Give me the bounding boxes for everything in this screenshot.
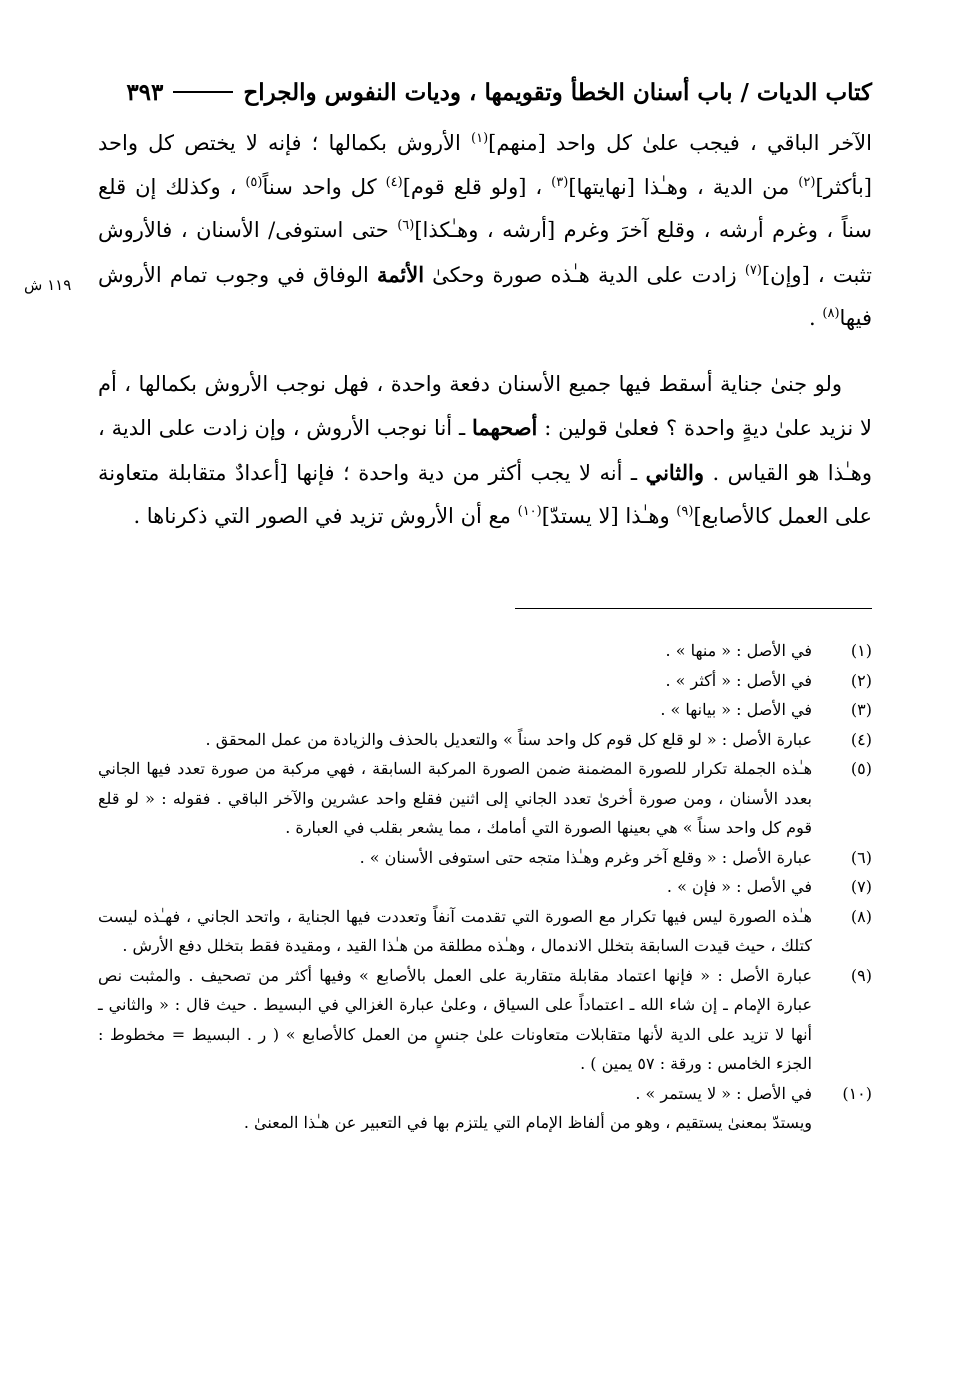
footnote-text: عبارة الأصل : « لو قلع كل قوم كل واحد سناً » والتعديل بالحذف والزيادة من عمل المحقق .: [205, 729, 812, 749]
footnote: [98, 843, 872, 873]
footnote: [98, 754, 872, 843]
footnotes: [98, 636, 872, 1138]
footnote: [98, 725, 872, 755]
footnote-text: في الأصل : « فإن » .: [666, 877, 812, 896]
bold-term: والثاني: [645, 459, 705, 485]
footnote-ref: (٨): [822, 306, 840, 321]
footnote-ref: (٣): [551, 174, 569, 190]
footnote: [98, 902, 872, 961]
main-text: [98, 122, 872, 539]
bold-term: الأئمة: [376, 261, 425, 287]
footnote-text: هـٰذه الصورة ليس فيها تكرار مع الصورة التي تقدمت آنفاً وتعددت فيها الجناية ، واتحد الجاني ، فهـٰذه ليست كتلك ، حيث قيدت السابقة بتخلل الاندمال ، وهـٰذه مطلقة من هـٰذا القيد ، ومقيدة فقط بتخلل دفع الأرش .: [98, 906, 812, 955]
footnote: [98, 666, 872, 696]
footnote-ref: (٥): [245, 174, 263, 190]
footnote-number: (٨): [850, 906, 872, 926]
paragraph-2: ولو جنىٰ جناية أسقط فيها جميع الأسنان دفعة واحدة ، فهل نوجب الأروش بكمالها ، أم لا نزيد علىٰ ديةٍ واحدة ؟ فعلىٰ قولين : أصحهما ـ أنا نوجب الأروش ، وإن زادت على الدية ، وهـٰذا هو القياس . والثاني ـ أنه لا يجب أكثر من دية واحدة ؛ فإنها [أعدادٌ متقابلة متعاونة على العمل كالأصابع]$^{(٩)}$ وهـٰذا [لا يستدّ]$^{(١٠)}$ مع أن الأروش تزيد في الصور التي ذكرناها .: [98, 371, 872, 528]
footnote-ref: (٢): [798, 174, 816, 190]
footnote-number: (٦): [850, 847, 872, 867]
bold-term: أصحهما: [471, 415, 538, 440]
footnote-text: عبارة الأصل : « فإنها اعتماد مقابلة متقاربة على العمل بالأصابع » وفيها أكثر من تصحيف . والمثبت نص عبارة الإمام ـ إن شاء الله ـ اعتماداً على السياق ، وعلىٰ عبارة الغزالي في البسيط . حيث قال : « والثاني ـ أنها لا تزيد على الدية لأنها متقابلات متعاونات علىٰ جنسٍ من العمل كالأصابع » ( ر . البسيط = مخطوط : الجزء الخامس : ورقة : ٥٧ يمين ) .: [98, 965, 813, 1073]
footnote-number: (٩): [850, 965, 872, 985]
footnote-divider: [515, 608, 872, 609]
footnote-ref: (١٠): [517, 504, 542, 519]
footnote-text: في الأصل : « أكثر » .: [665, 670, 812, 690]
footnote-ref: (٧): [744, 262, 762, 278]
footnote-text: في الأصل : « لا يستمر » .: [635, 1083, 812, 1103]
footnote-text: هـٰذه الجملة تكرار للصورة المضمنة ضمن الصورة المركبة السابقة ، فهي مركبة من صورة تعدد فيها الجاني بعدد الأسنان ، ومن صورة أخرىٰ تعدد الجاني إلى اثنين فقلع واحد عشرين والآخر الباقي . فقوله : « لو قلع قوم كل واحد سناً » هي بعينها الصورة التي أمامك ، مما يشعر بقلب في العبارة .: [98, 759, 812, 837]
footnote: [98, 695, 872, 725]
footnote: [98, 1079, 872, 1109]
footnote-number: (٧): [850, 877, 872, 896]
footnote-number: (٤): [850, 729, 872, 749]
footnote-text: في الأصل : « بيانها » .: [660, 700, 812, 719]
header-separator: [173, 91, 233, 93]
page-number: ٣٩٣: [126, 78, 164, 106]
footnote-continuation: ويستدّ بمعنىٰ يستقيم ، وهو من ألفاظ الإمام التي يلتزم بها في التعبير عن هـٰذا المعنىٰ .: [243, 1113, 812, 1132]
paragraph-1: الآخر الباقي ، فيجب علىٰ كل واحد [منهم]$^{(١)}$ الأروش بكمالها ؛ فإنه لا يختص كل واحد [بأكثر]$^{(٢)}$ من الدية ، وهـٰذا [نهايتها]$^{(٣)}$ ، [ولو قلع قوم]$^{(٤)}$ كل واحد سناً$^{(٥)}$ ، وكذلك إن قلع سناً ، وغرم أرشه ، وقلع آخرَ وغرم [أرشه ، وهـٰكذا]$^{(٦)}$ حتى استوفى/ الأسنان ، فالأروش تثبت ، [وإن]$^{(٧)}$ زادت على الدية هـٰذه صورة وحكىٰ الأئمة الوفاق في وجوب تمام الأروش فيها$^{(٨)}$ .: [98, 131, 872, 330]
footnote: [98, 872, 872, 902]
footnote-text: في الأصل : « منها » .: [665, 641, 812, 660]
running-header: [112, 68, 872, 116]
footnote-number: (٢): [850, 670, 872, 690]
footnote-number: (١٠): [842, 1083, 872, 1103]
footnote-number: (٣): [850, 700, 872, 719]
footnote-text: عبارة الأصل : « وقلع آخر وغرم وهـٰذا متجه حتى استوفى الأسنان » .: [359, 847, 812, 867]
footnote-ref: (٩): [676, 504, 694, 519]
footnote-number: (٥): [850, 759, 872, 778]
footnote-ref: (١): [471, 131, 489, 146]
footnote: [98, 961, 872, 1079]
footnote-number: (١): [850, 641, 872, 660]
footnote-ref: (٤): [385, 174, 403, 190]
footnote: [98, 636, 872, 666]
header-title: كتاب الديات / باب أسنان الخطأ وتقويمها ، وديات النفوس والجراح: [243, 78, 872, 106]
margin-manuscript-ref: ١١٩ ش: [24, 276, 72, 294]
footnote-ref: (٦): [397, 218, 415, 233]
